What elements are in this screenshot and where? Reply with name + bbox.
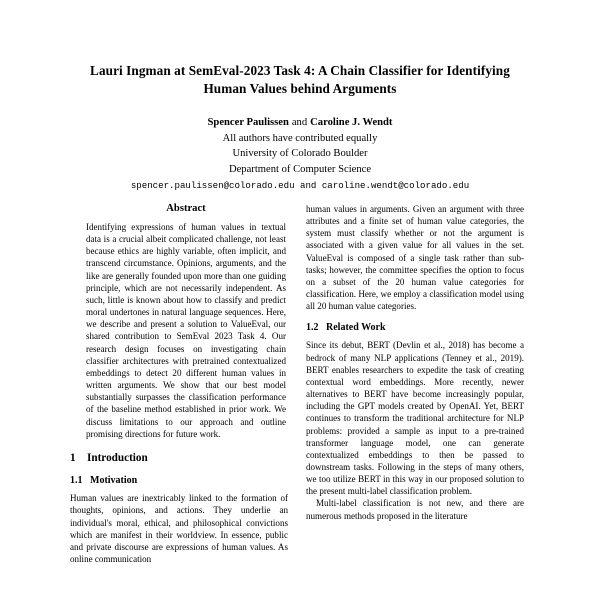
- contribution-note: All authors have contributed equally: [222, 132, 378, 144]
- right-column: [306, 203, 524, 600]
- author-second: Caroline J. Wendt: [310, 117, 393, 129]
- subsection-heading-motivation: [70, 475, 288, 487]
- abstract-text: Identifying expressions of human values in textual data is a crucial albeit complicated challenge, not least because ethics are highly variable, often implicit, and transcend circumstance. Opinions, arguments, and the like are generally founded upon more than one guiding principle, which are not necessarily independent. As such, little is known about how to classify and predict moral undertones in natural language sequences. Here, we describe and present a solution to ValueEval, our shared contribution to SemEval 2023 Task 4. Our research design focuses on investigating chain classifier architectures with pretrained contextualized embeddings to detect 20 different human values in written arguments. We show that our best model substantially surpasses the classification performance of the baseline method established in prior work. We discuss limitations to our approach and outline promising directions for future work.: [86, 222, 286, 439]
- body-columns: [70, 203, 530, 600]
- page-title: Lauri Ingman at SemEval-2023 Task 4: A Chain Classifier for Identifying Human Values behind Arguments: [90, 63, 510, 97]
- section-title: Introduction: [87, 451, 148, 464]
- institution: University of Colorado Boulder: [232, 148, 368, 160]
- author-separator: and: [291, 117, 308, 129]
- author-emails: spencer.paulissen@colorado.edu and caroline.wendt@colorado.edu: [130, 179, 470, 191]
- abstract-heading: Abstract: [166, 203, 206, 214]
- paper-header: [70, 0, 530, 192]
- intro-continued-paragraph: human values in arguments. Given an argument with three attributes and a finite set of human value categories, the system must classify whether or not the argument is associated with a given value for all values in the set. ValueEval is composed of a single task rather than sub-tasks; however, the committee specifies the option to focus on a subset of the 20 human value categories for classification. Here, we employ a classification model using all 20 human value categories.: [306, 204, 524, 312]
- subsection-title: Motivation: [90, 475, 138, 487]
- department: Department of Computer Science: [228, 163, 372, 175]
- subsection-heading-related-work: [306, 322, 524, 334]
- left-column: [70, 203, 288, 600]
- subsection-title: Related Work: [326, 322, 386, 334]
- author-list: [70, 115, 530, 130]
- motivation-paragraph: Human values are inextricably linked to the formation of thoughts, opinions, and actions. They underlie an individual's moral, ethical, and philosophical convictions which are manifest in their worldview. In essence, public and private discourse are expressions of human values. As online communication: [70, 493, 288, 565]
- author-first: Spencer Paulissen: [207, 117, 289, 129]
- section-number: 1: [70, 451, 76, 464]
- related-work-paragraph-1: Since its debut, BERT (Devlin et al., 2018) has become a bedrock of many NLP applications (Tenney et al., 2019). BERT enables researchers to expedite the task of creating contextual word embeddings. More recently, newer alternatives to BERT have become increasingly popular, including the GPT models created by OpenAI. Yet, BERT continues to transform the traditional architecture for NLP problems: provided a sample as input to a pre-trained transformer language model, one can generate contextualized embeddings to then be passed to downstream tasks. Following in the steps of many others, we too utilize BERT in this way in our proposed solution to the present multi-label classification problem.: [306, 340, 524, 497]
- abstract-block: [70, 203, 288, 440]
- related-work-paragraph-2: Multi-label classification is not new, and there are numerous methods proposed in the literature: [306, 498, 524, 521]
- section-heading-introduction: [70, 452, 288, 465]
- subsection-number: 1.1: [70, 475, 83, 487]
- subsection-number: 1.2: [306, 322, 319, 334]
